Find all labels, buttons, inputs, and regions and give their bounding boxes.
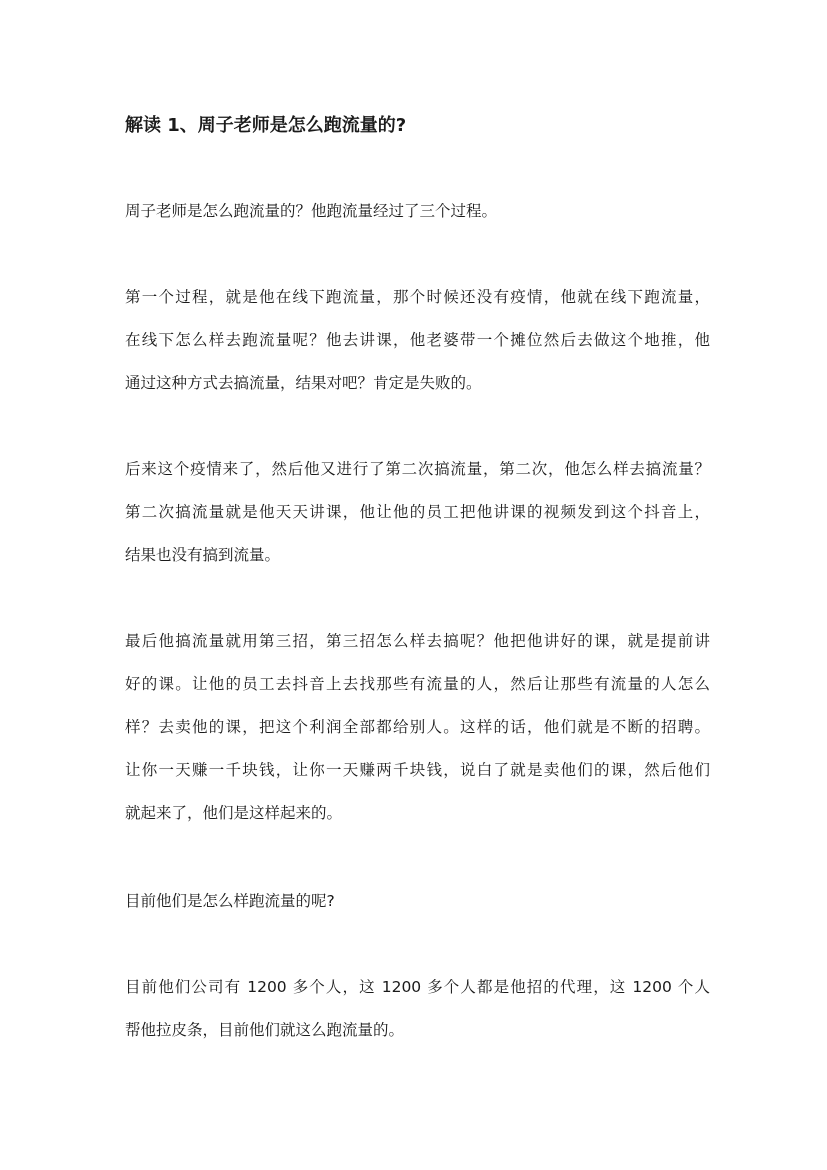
paragraph-line: 在线下怎么样去跑流量呢？他去讲课，他老婆带一个摊位然后去做这个地推，他	[125, 331, 710, 349]
paragraph-line: 好的课。让他的员工去抖音上去找那些有流量的人，然后让那些有流量的人怎么	[125, 675, 710, 693]
section-heading: 解读 1、周子老师是怎么跑流量的?	[125, 115, 407, 136]
paragraph-line: 通过这种方式去搞流量，结果对吧？肯定是失败的。	[125, 374, 482, 392]
paragraph-line: 第二次搞流量就是他天天讲课，他让他的员工把他讲课的视频发到这个抖音上，	[125, 503, 710, 521]
paragraph-line: 第一个过程，就是他在线下跑流量，那个时候还没有疫情，他就在线下跑流量，	[125, 288, 710, 306]
paragraph-current-question	[125, 880, 710, 923]
paragraph-line: 后来这个疫情来了，然后他又进行了第二次搞流量，第二次，他怎么样去搞流量？	[125, 460, 710, 478]
paragraph-intro	[125, 190, 710, 233]
paragraph-line: 目前他们是怎么样跑流量的呢?	[125, 892, 335, 910]
paragraph-line: 样？去卖他的课，把这个利润全部都给别人。这样的话，他们就是不断的招聘。	[125, 718, 710, 736]
paragraph-second-process	[125, 448, 710, 577]
paragraph-line: 帮他拉皮条，目前他们就这么跑流量的。	[125, 1021, 405, 1039]
paragraph-third-process	[125, 620, 710, 835]
paragraph-line: 结果也没有搞到流量。	[125, 546, 281, 564]
paragraph-line: 周子老师是怎么跑流量的？他跑流量经过了三个过程。	[125, 202, 498, 220]
paragraph-first-process	[125, 276, 710, 405]
paragraph-line: 让你一天赚一千块钱，让你一天赚两千块钱，说白了就是卖他们的课，然后他们	[125, 761, 710, 779]
paragraph-line: 就起来了，他们是这样起来的。	[125, 804, 343, 822]
paragraph-line: 目前他们公司有 1200 多个人，这 1200 多个人都是他招的代理，这 1200 个人	[125, 978, 710, 996]
paragraph-current-answer	[125, 966, 710, 1052]
paragraph-line: 最后他搞流量就用第三招，第三招怎么样去搞呢？他把他讲好的课，就是提前讲	[125, 632, 710, 650]
